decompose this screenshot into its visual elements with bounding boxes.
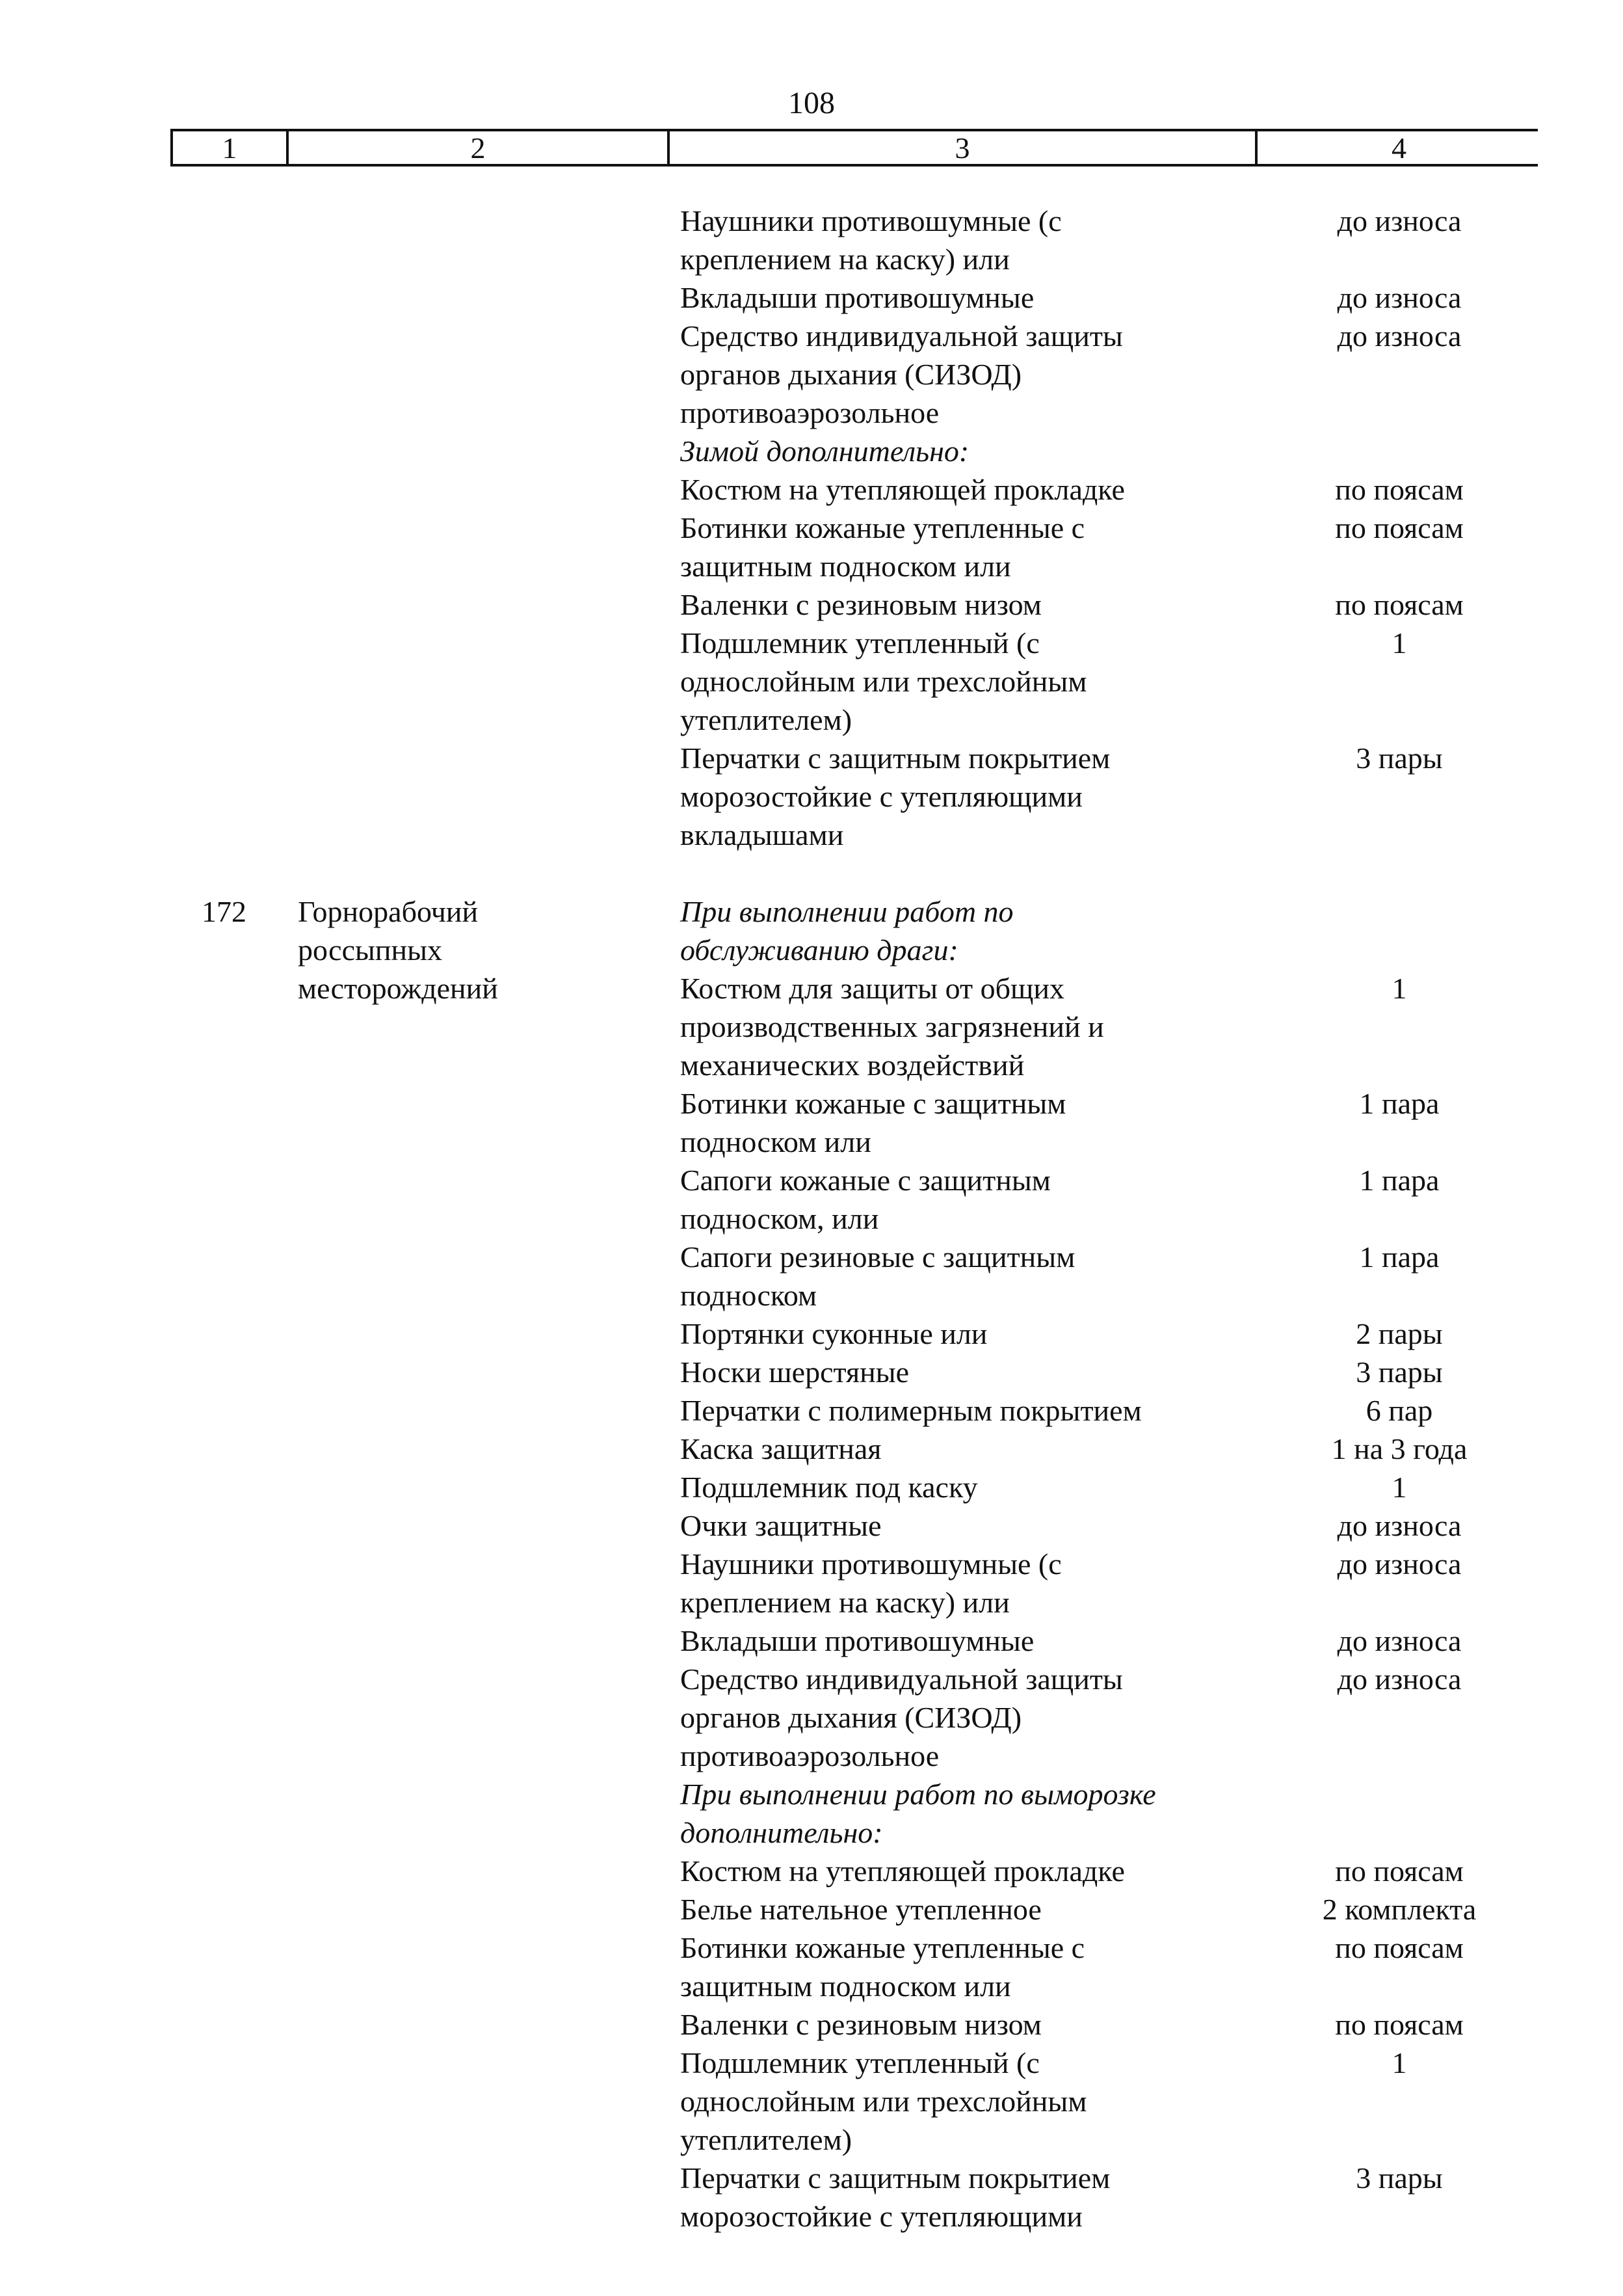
- protective-item: морозостойкие с утепляющими: [680, 2200, 1083, 2233]
- column-header-3: 3: [955, 131, 970, 165]
- table-row: [0, 1391, 1623, 1430]
- issue-norm: 1 пара: [1359, 1164, 1440, 1197]
- issue-norm: 1: [1392, 1471, 1407, 1504]
- issue-norm: до износа: [1337, 281, 1462, 314]
- issue-norm: по поясам: [1335, 1931, 1464, 1964]
- protective-item: утеплителем): [680, 2123, 852, 2156]
- table-row: [0, 1008, 1623, 1046]
- protective-item: Зимой дополнительно:: [680, 434, 970, 468]
- table-row: [0, 585, 1623, 624]
- issue-norm: 3 пары: [1356, 1355, 1443, 1389]
- issue-norm: по поясам: [1335, 511, 1464, 544]
- table-row: [0, 1737, 1623, 1775]
- protective-item: органов дыхания (СИЗОД): [680, 358, 1022, 391]
- table-row: [0, 777, 1623, 816]
- protective-item: однослойным или трехслойным: [680, 665, 1087, 698]
- column-header-2: 2: [470, 131, 486, 165]
- table-row: [0, 2159, 1623, 2197]
- issue-norm: до износа: [1337, 1662, 1462, 1696]
- table-row: [0, 1046, 1623, 1084]
- protective-item: Средство индивидуальной защиты: [680, 319, 1123, 353]
- table-row: [0, 1506, 1623, 1545]
- issue-norm: 1 пара: [1359, 1240, 1440, 1274]
- column-header-4: 4: [1392, 131, 1406, 165]
- protective-item: дополнительно:: [680, 1816, 883, 1849]
- protective-item: Наушники противошумные (с: [680, 1547, 1062, 1581]
- issue-norm: 1 пара: [1359, 1087, 1440, 1120]
- protective-item: Вкладыши противошумные: [680, 1624, 1035, 1657]
- table-row: [0, 701, 1623, 739]
- protective-item: вкладышами: [680, 818, 844, 851]
- issue-norm: по поясам: [1335, 2008, 1464, 2041]
- protective-item: подноском, или: [680, 1202, 879, 1235]
- protective-item: Очки защитные: [680, 1509, 882, 1542]
- issue-norm: до износа: [1337, 204, 1462, 237]
- protective-item: подноском или: [680, 1125, 871, 1158]
- protective-item: Белье нательное утепленное: [680, 1893, 1042, 1926]
- table-row: [0, 1199, 1623, 1238]
- issue-norm: до износа: [1337, 1624, 1462, 1657]
- protective-item: Валенки с резиновым низом: [680, 588, 1042, 621]
- table-row: [0, 1890, 1623, 1929]
- issue-norm: по поясам: [1335, 473, 1464, 506]
- protective-item: Сапоги кожаные с защитным: [680, 1164, 1051, 1197]
- protective-item: противоаэрозольное: [680, 396, 940, 429]
- protective-item: морозостойкие с утепляющими: [680, 780, 1083, 813]
- issue-norm: 3 пары: [1356, 741, 1443, 775]
- table-row: [0, 1468, 1623, 1506]
- issue-norm: до износа: [1337, 1509, 1462, 1542]
- protective-item: Каска защитная: [680, 1432, 882, 1465]
- profession-name: месторождений: [298, 972, 498, 1005]
- protective-item: Подшлемник утепленный (с: [680, 626, 1040, 660]
- protective-item: Подшлемник утепленный (с: [680, 2046, 1040, 2079]
- table-row: [0, 394, 1623, 432]
- protective-item: Ботинки кожаные утепленные с: [680, 511, 1085, 544]
- protective-item: Перчатки с полимерным покрытием: [680, 1394, 1142, 1427]
- page-number: 108: [788, 86, 835, 120]
- table-row: [0, 1430, 1623, 1468]
- table-row: [0, 547, 1623, 585]
- table-row: [0, 969, 1623, 1008]
- protective-item: Средство индивидуальной защиты: [680, 1662, 1123, 1696]
- profession-name: Горнорабочий: [298, 895, 479, 928]
- table-row: [0, 1315, 1623, 1353]
- table-row: [0, 816, 1623, 854]
- row-spacer: [0, 854, 1623, 892]
- protective-item: Ботинки кожаные с защитным: [680, 1087, 1066, 1120]
- table-row: [0, 1583, 1623, 1622]
- table-row: [0, 1660, 1623, 1698]
- issue-norm: по поясам: [1335, 1854, 1464, 1888]
- protective-item: Костюм на утепляющей прокладке: [680, 1854, 1125, 1888]
- protective-item: защитным подноском или: [680, 550, 1011, 583]
- protective-item: Костюм для защиты от общих: [680, 972, 1065, 1005]
- protective-item: органов дыхания (СИЗОД): [680, 1701, 1022, 1734]
- item-number: 172: [202, 895, 246, 928]
- table-row: [0, 1353, 1623, 1391]
- issue-norm: до износа: [1337, 319, 1462, 353]
- table-row: [0, 2082, 1623, 2120]
- table-row: [0, 1775, 1623, 1813]
- issue-norm: по поясам: [1335, 588, 1464, 621]
- protective-item: При выполнении работ по: [680, 895, 1014, 928]
- protective-item: креплением на каску) или: [680, 1586, 1010, 1619]
- table-row: [0, 278, 1623, 317]
- protective-item: Сапоги резиновые с защитным: [680, 1240, 1075, 1274]
- table-row: [0, 1852, 1623, 1890]
- table-row: [0, 1161, 1623, 1199]
- protective-item: обслуживанию драги:: [680, 933, 958, 967]
- column-header-1: 1: [222, 131, 237, 165]
- protective-item: Перчатки с защитным покрытием: [680, 2161, 1111, 2195]
- protective-item: однослойным или трехслойным: [680, 2085, 1087, 2118]
- table-row: [0, 470, 1623, 509]
- table-row: [0, 662, 1623, 701]
- table-row: [0, 1123, 1623, 1161]
- table-row: [0, 317, 1623, 355]
- table-row: [0, 1967, 1623, 2005]
- issue-norm: 3 пары: [1356, 2161, 1443, 2195]
- table-row: [0, 1545, 1623, 1583]
- table-row: [0, 739, 1623, 777]
- protective-item: механических воздействий: [680, 1048, 1025, 1082]
- protective-item: Валенки с резиновым низом: [680, 2008, 1042, 2041]
- table-row: [0, 2005, 1623, 2044]
- protective-item: Наушники противошумные (с: [680, 204, 1062, 237]
- protective-item: При выполнении работ по выморозке: [680, 1778, 1156, 1811]
- table-row: [0, 240, 1623, 278]
- table-row: [0, 1084, 1623, 1123]
- protective-item: защитным подноском или: [680, 1969, 1011, 2003]
- protective-item: Перчатки с защитным покрытием: [680, 741, 1111, 775]
- table-row: [0, 931, 1623, 969]
- table-row: [0, 892, 1623, 931]
- issue-norm: 2 комплекта: [1322, 1893, 1477, 1926]
- table-row: [0, 1698, 1623, 1737]
- protective-item: Портянки суконные или: [680, 1317, 988, 1350]
- table-row: [0, 355, 1623, 394]
- protective-item: противоаэрозольное: [680, 1739, 940, 1772]
- table-row: [0, 509, 1623, 547]
- table-row: [0, 1276, 1623, 1315]
- issue-norm: 6 пар: [1366, 1394, 1433, 1427]
- protective-item: Вкладыши противошумные: [680, 281, 1035, 314]
- issue-norm: 1 на 3 года: [1331, 1432, 1468, 1465]
- protective-item: Ботинки кожаные утепленные с: [680, 1931, 1085, 1964]
- issue-norm: до износа: [1337, 1547, 1462, 1581]
- table-row: [0, 202, 1623, 240]
- table-row: [0, 2044, 1623, 2082]
- issue-norm: 1: [1392, 2046, 1407, 2079]
- protective-item: Костюм на утепляющей прокладке: [680, 473, 1125, 506]
- protective-item: Носки шерстяные: [680, 1355, 910, 1389]
- protective-item: подноском: [680, 1279, 817, 1312]
- protective-item: производственных загрязнений и: [680, 1010, 1104, 1043]
- issue-norm: 1: [1392, 972, 1407, 1005]
- protective-item: креплением на каску) или: [680, 243, 1010, 276]
- protective-item: Подшлемник под каску: [680, 1471, 978, 1504]
- table-row: [0, 2120, 1623, 2159]
- table-row: [0, 624, 1623, 662]
- profession-name: россыпных: [298, 933, 443, 967]
- table-body: [0, 202, 1623, 2236]
- table-row: [0, 1813, 1623, 1852]
- table-row: [0, 1238, 1623, 1276]
- issue-norm: 2 пары: [1356, 1317, 1443, 1350]
- table-header: [170, 129, 1538, 167]
- table-row: [0, 1929, 1623, 1967]
- table-row: [0, 432, 1623, 470]
- table-row: [0, 2197, 1623, 2236]
- protective-item: утеплителем): [680, 703, 852, 736]
- issue-norm: 1: [1392, 626, 1407, 660]
- table-row: [0, 1622, 1623, 1660]
